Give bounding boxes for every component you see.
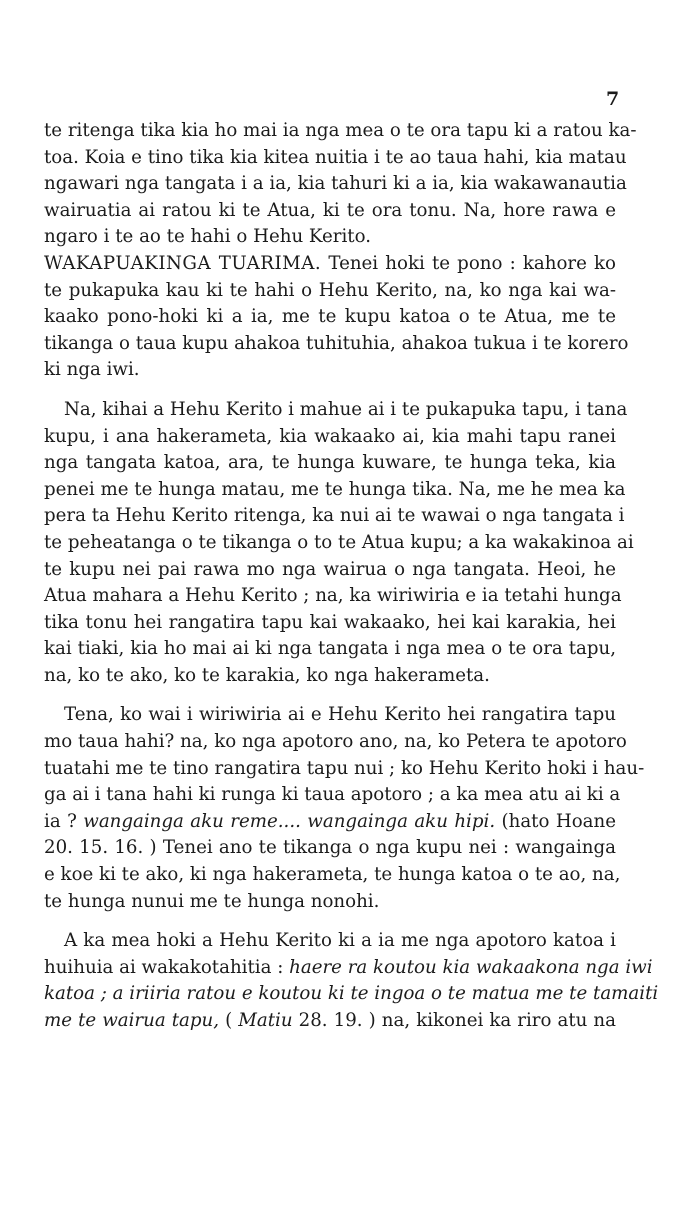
text-line — [44, 636, 616, 663]
body-text — [44, 118, 659, 1035]
text-line — [44, 928, 616, 955]
text-span: ga ai i tana hahi ki runga ki taua apotoro ; a ka mea atu ai ki a — [44, 784, 621, 806]
italic-text: me te wairua tapu, — [44, 1010, 220, 1031]
text-line — [44, 889, 616, 916]
paragraph-gap — [44, 915, 616, 928]
text-line — [44, 782, 621, 809]
italic-text: Matiu — [238, 1010, 293, 1031]
text-span: nga tangata katoa, ara, te hunga kuware, te hunga teka, kia — [44, 452, 616, 474]
text-span: ia ? — [44, 810, 84, 832]
text-line — [44, 171, 627, 198]
paragraph — [44, 702, 645, 915]
text-line — [44, 530, 634, 557]
text-span: toa. Koia e tino tika kia kitea nuitia i te ao taua hahi, kia matau — [44, 146, 627, 168]
text-span: (hato Hoane — [495, 810, 616, 832]
text-line — [44, 1008, 616, 1035]
text-span: pera ta Hehu Kerito ritenga, ka nui ai te wawai o nga tangata i — [44, 505, 625, 527]
text-span: 28. 19. ) na, kikonei ka riro atu na — [292, 1010, 616, 1031]
text-span: kupu, i ana hakerameta, kia wakaako ai, kia mahi tapu ranei — [44, 425, 616, 447]
text-span: tika tonu hei rangatira tapu kai wakaako, hei kai karakia, hei — [44, 611, 616, 633]
text-span: mo taua hahi? na, ko nga apotoro ano, na, ko Petera te apotoro — [44, 731, 627, 753]
text-span: te hunga nunui me te hunga nonohi. — [44, 890, 380, 912]
italic-text: katoa ; a iriiria ratou e koutou ki te ingoa o te matua me te tamaiti — [44, 983, 659, 1005]
text-span: Tenei hoki te pono : kahore ko — [321, 252, 616, 274]
paragraph-gap — [44, 384, 616, 397]
text-span: ngaro i te ao te hahi o Hehu Kerito. — [44, 226, 372, 248]
italic-text: haere ra koutou kia wakaakona nga iwi — [289, 956, 653, 978]
text-line — [44, 477, 626, 504]
text-line — [44, 663, 616, 690]
text-line — [44, 331, 629, 358]
text-span: tikanga o taua kupu ahakoa tuhituhia, ahakoa tukua i te korero — [44, 332, 629, 354]
text-line — [44, 118, 637, 145]
text-line — [44, 198, 616, 225]
text-span: huihuia ai wakakotahitia : — [44, 956, 290, 978]
text-span: na, ko te ako, ko te karakia, ko nga hakerameta. — [44, 664, 490, 686]
text-span: te pukapuka kau ki te hahi o Hehu Kerito, na, ko nga kai wa- — [44, 279, 616, 301]
paragraph — [44, 397, 634, 690]
text-line — [44, 809, 616, 836]
text-span: wairuatia ai ratou ki te Atua, ki te ora tonu. Na, hore rawa e — [44, 199, 616, 221]
text-line — [44, 981, 659, 1008]
text-line — [44, 557, 616, 584]
text-span: ki nga iwi. — [44, 359, 140, 381]
text-line — [44, 450, 616, 477]
text-span: kai tiaki, kia ho mai ai ki nga tangata i nga mea o te ora tapu, — [44, 638, 616, 660]
text-line — [44, 610, 616, 637]
text-line — [44, 955, 653, 982]
text-line — [44, 397, 628, 424]
section-heading: WAKAPUAKINGA TUARIMA. — [44, 252, 322, 274]
paragraph-gap — [44, 689, 616, 702]
text-line — [44, 357, 616, 384]
text-line — [44, 503, 625, 530]
text-span: Na, kihai a Hehu Kerito i mahue ai i te pukapuka tapu, i tana — [64, 398, 628, 420]
text-line — [44, 729, 627, 756]
text-span: 20. 15. 16. ) Tenei ano te tikanga o nga kupu nei : wangainga — [44, 837, 616, 859]
text-line — [44, 424, 616, 451]
paragraph — [44, 251, 629, 384]
text-line — [44, 583, 622, 610]
text-span: ngawari nga tangata i a ia, kia tahuri ki a ia, kia wakawanautia — [44, 173, 627, 195]
text-line — [44, 862, 621, 889]
text-line — [44, 835, 616, 862]
text-span: Tena, ko wai i wiriwiria ai e Hehu Kerito hei rangatira tapu — [64, 704, 616, 726]
paragraph — [44, 118, 637, 251]
text-span: tuatahi me te tino rangatira tapu nui ; ko Hehu Kerito hoki i hau- — [44, 757, 645, 779]
text-line — [44, 224, 616, 251]
text-span: penei me te hunga matau, me te hunga tika. Na, me he mea ka — [44, 478, 626, 500]
text-line — [44, 702, 616, 729]
text-line — [44, 145, 627, 172]
page-number: 7 — [606, 88, 620, 110]
text-span: Atua mahara a Hehu Kerito ; na, ka wiriwiria e ia tetahi hunga — [44, 585, 622, 607]
text-line — [44, 251, 616, 278]
text-span: ( — [219, 1010, 239, 1031]
text-line — [44, 756, 645, 783]
text-line — [44, 278, 616, 305]
italic-text: wangainga aku reme.... wangainga aku hipi. — [83, 810, 496, 832]
text-span: e koe ki te ako, ki nga hakerameta, te hunga katoa o te ao, na, — [44, 864, 621, 886]
text-span: A ka mea hoki a Hehu Kerito ki a ia me nga apotoro katoa i — [64, 930, 616, 952]
text-span: te kupu nei pai rawa mo nga wairua o nga tangata. Heoi, he — [44, 558, 616, 580]
text-span: te peheatanga o te tikanga o to te Atua kupu; a ka wakakinoa ai — [44, 531, 634, 553]
text-span: te ritenga tika kia ho mai ia nga mea o te ora tapu ki a ratou ka- — [44, 120, 637, 141]
paragraph — [44, 928, 659, 1034]
text-span: kaako pono-hoki ki a ia, me te kupu katoa o te Atua, me te — [44, 306, 616, 328]
text-line — [44, 304, 616, 331]
